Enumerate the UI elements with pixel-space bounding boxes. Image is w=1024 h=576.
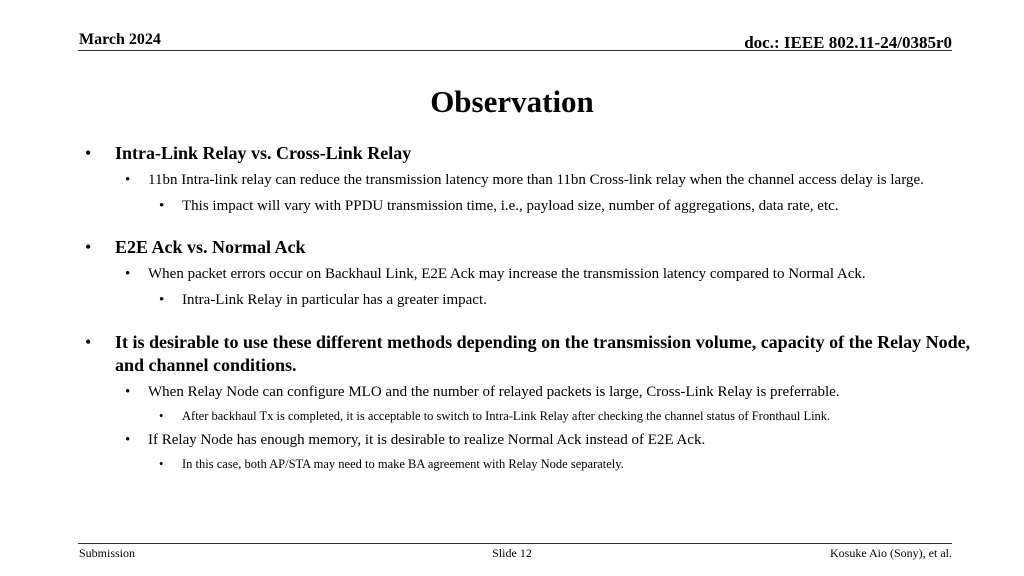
header-doc-id: doc.: IEEE 802.11-24/0385r0	[744, 33, 952, 52]
bullet-icon: •	[125, 432, 131, 448]
header-divider	[78, 50, 952, 51]
sub-bullet-item	[85, 408, 985, 425]
sub-bullet-text: In this case, both AP/STA may need to make BA agreement with Relay Node separately.	[182, 457, 624, 471]
footer-author: Kosuke Aio (Sony), et al.	[830, 546, 952, 560]
bullet-icon: •	[159, 457, 164, 471]
bullet-icon: •	[125, 384, 131, 400]
bullet-icon: •	[159, 198, 165, 214]
sub-bullet-item	[85, 456, 985, 473]
bullet-icon: •	[85, 237, 92, 257]
bullet-item	[85, 264, 958, 284]
header-date: March 2024	[79, 31, 161, 48]
sub-bullet-item	[85, 290, 985, 310]
bullet-icon: •	[85, 332, 92, 352]
bullet-text: 11bn Intra-link relay can reduce the transmission latency more than 11bn Cross-link relay when the channel access delay is large.	[148, 172, 924, 188]
bullet-icon: •	[159, 409, 164, 423]
bullet-item	[85, 170, 958, 190]
section-heading	[85, 142, 985, 165]
section-heading-text: E2E Ack vs. Normal Ack	[115, 237, 306, 257]
section-heading-text: It is desirable to use these different methods depending on the transmission volume, capacity of the Relay Node, and channel conditions.	[115, 332, 971, 375]
sub-bullet-text: After backhaul Tx is completed, it is acceptable to switch to Intra-Link Relay after checking the channel status of Fronthaul Link.	[182, 409, 831, 423]
section-heading	[85, 236, 985, 259]
slide-content	[85, 142, 985, 473]
bullet-icon: •	[85, 143, 92, 163]
bullet-text: When Relay Node can configure MLO and the number of relayed packets is large, Cross-Link Relay is preferrable.	[148, 384, 840, 400]
footer-slide-number: Slide 12	[492, 546, 532, 560]
section-heading	[85, 331, 985, 377]
bullet-text: If Relay Node has enough memory, it is desirable to realize Normal Ack instead of E2E Ack.	[148, 432, 706, 448]
sub-bullet-item	[85, 196, 985, 216]
bullet-icon: •	[125, 172, 131, 188]
bullet-icon: •	[159, 292, 165, 308]
sub-bullet-text: Intra-Link Relay in particular has a greater impact.	[182, 292, 487, 308]
bullet-item	[85, 382, 958, 402]
bullet-item	[85, 430, 958, 450]
footer-divider	[78, 543, 952, 544]
bullet-text: When packet errors occur on Backhaul Link, E2E Ack may increase the transmission latency compared to Normal Ack.	[148, 266, 866, 282]
bullet-icon: •	[125, 266, 131, 282]
footer-submission: Submission	[79, 546, 136, 560]
sub-bullet-text: This impact will vary with PPDU transmission time, i.e., payload size, number of aggregations, data rate, etc.	[182, 198, 839, 214]
section-heading-text: Intra-Link Relay vs. Cross-Link Relay	[115, 143, 412, 163]
slide-title: Observation	[430, 84, 594, 119]
